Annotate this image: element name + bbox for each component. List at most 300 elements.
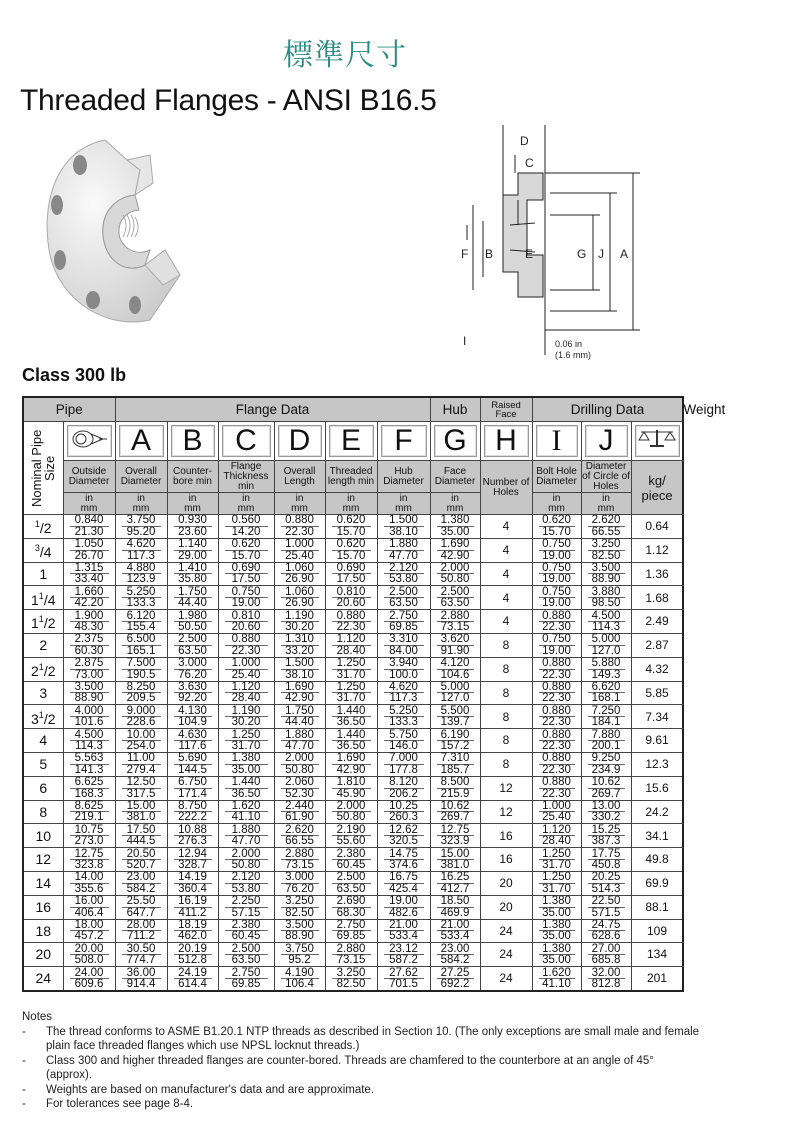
value-cell-od: 1.660 42.20 <box>63 586 115 610</box>
value-cell-a: 11.00 279.4 <box>115 752 167 776</box>
table-row <box>23 657 683 681</box>
value-cell-h: 8 <box>480 633 532 657</box>
threaded-flange-illustration <box>35 135 215 335</box>
column-letter-e: E <box>329 425 374 457</box>
value-cell-e: 1.690 42.90 <box>325 752 377 776</box>
table-row <box>23 800 683 824</box>
value-cell-a: 15.00 381.0 <box>115 800 167 824</box>
value-cell-b: 0.930 23.60 <box>167 515 218 539</box>
value-cell-weight: 5.85 <box>631 681 683 705</box>
value-cell-f: 14.75 374.6 <box>377 848 430 872</box>
unit-cell: in mm <box>274 493 325 515</box>
value-cell-c: 2.380 60.45 <box>218 919 274 943</box>
value-cell-h: 12 <box>480 800 532 824</box>
value-cell-c: 1.620 41.10 <box>218 800 274 824</box>
value-cell-weight: 9.61 <box>631 729 683 753</box>
value-cell-h: 4 <box>480 538 532 562</box>
value-cell-a: 5.250 133.3 <box>115 586 167 610</box>
value-cell-g: 12.75 323.9 <box>430 824 480 848</box>
value-cell-h: 20 <box>480 871 532 895</box>
value-cell-a: 4.880 123.9 <box>115 562 167 586</box>
desc-bolt-hole-diameter: Bolt Hole Diameter <box>532 461 581 493</box>
notes-heading: Notes <box>22 1011 53 1023</box>
value-cell-i: 1.250 31.70 <box>532 871 581 895</box>
value-cell-b: 8.750 222.2 <box>167 800 218 824</box>
pipe-size-cell: 14 <box>23 871 63 895</box>
value-cell-i: 0.880 22.30 <box>532 729 581 753</box>
value-cell-b: 2.500 63.50 <box>167 633 218 657</box>
value-cell-e: 1.810 45.90 <box>325 776 377 800</box>
value-cell-c: 0.880 22.30 <box>218 633 274 657</box>
value-cell-g: 3.620 91.90 <box>430 633 480 657</box>
dim-label-b: B <box>485 247 494 261</box>
value-cell-e: 0.810 20.60 <box>325 586 377 610</box>
pipe-size-cell: 2 <box>23 633 63 657</box>
column-letter-g: G <box>434 425 477 457</box>
table-row <box>23 705 683 729</box>
value-cell-weight: 0.64 <box>631 515 683 539</box>
column-letter-b: B <box>171 425 215 457</box>
value-cell-c: 0.810 20.60 <box>218 610 274 634</box>
dim-label-i: I <box>463 334 467 348</box>
value-cell-j: 17.75 450.8 <box>581 848 631 872</box>
value-cell-d: 1.060 26.90 <box>274 562 325 586</box>
value-cell-j: 2.620 66.55 <box>581 515 631 539</box>
value-cell-h: 4 <box>480 562 532 586</box>
value-cell-c: 1.120 28.40 <box>218 681 274 705</box>
value-cell-c: 2.750 69.85 <box>218 967 274 991</box>
value-cell-d: 2.620 66.55 <box>274 824 325 848</box>
pipe-size-cell: $2^1/2$ <box>23 657 63 681</box>
value-cell-a: 4.620 117.3 <box>115 538 167 562</box>
table-row <box>23 824 683 848</box>
value-cell-e: 1.120 28.40 <box>325 633 377 657</box>
value-cell-b: 1.750 44.40 <box>167 586 218 610</box>
note-item: - The thread conforms to ASME B1.20.1 NTP threads as described in Section 10. (The only exceptions are small male and female plain face threaded flanges which use NPSL locknut threads.) <box>22 1025 700 1052</box>
pipe-size-cell: 10 <box>23 824 63 848</box>
value-cell-g: 16.25 412.7 <box>430 871 480 895</box>
value-cell-od: 24.00 609.6 <box>63 967 115 991</box>
scale-icon <box>635 425 680 457</box>
desc-threaded-length: Threaded length min <box>325 461 377 493</box>
dim-label-a: A <box>620 247 629 261</box>
page-title: Threaded Flanges - ANSI B16.5 <box>20 84 437 117</box>
value-cell-d: 4.190 106.4 <box>274 967 325 991</box>
pipe-size-cell: 18 <box>23 919 63 943</box>
pipe-size-cell: 1 <box>23 562 63 586</box>
value-cell-a: 25.50 647.7 <box>115 895 167 919</box>
pipe-size-cell: 3 <box>23 681 63 705</box>
value-cell-d: 1.000 25.40 <box>274 538 325 562</box>
value-cell-e: 2.500 63.50 <box>325 871 377 895</box>
value-cell-e: 1.440 36.50 <box>325 729 377 753</box>
value-cell-d: 1.310 33.20 <box>274 633 325 657</box>
table-row <box>23 967 683 991</box>
value-cell-weight: 69.9 <box>631 871 683 895</box>
value-cell-b: 14.19 360.4 <box>167 871 218 895</box>
table-row <box>23 919 683 943</box>
pipe-size-cell: $^3$/4 <box>23 538 63 562</box>
value-cell-od: 4.000 101.6 <box>63 705 115 729</box>
value-cell-j: 20.25 514.3 <box>581 871 631 895</box>
group-hub: Hub <box>430 397 480 422</box>
value-cell-d: 2.000 50.80 <box>274 752 325 776</box>
table-row <box>23 943 683 967</box>
table-row <box>23 681 683 705</box>
value-cell-d: 1.500 38.10 <box>274 657 325 681</box>
value-cell-h: 24 <box>480 919 532 943</box>
value-cell-d: 3.500 88.90 <box>274 919 325 943</box>
value-cell-j: 7.880 200.1 <box>581 729 631 753</box>
value-cell-f: 21.00 533.4 <box>377 919 430 943</box>
value-cell-c: 1.250 31.70 <box>218 729 274 753</box>
table-row <box>23 848 683 872</box>
value-cell-f: 2.120 53.80 <box>377 562 430 586</box>
unit-cell: in mm <box>167 493 218 515</box>
value-cell-weight: 134 <box>631 943 683 967</box>
value-cell-f: 1.500 38.10 <box>377 515 430 539</box>
value-cell-j: 15.25 387.3 <box>581 824 631 848</box>
value-cell-i: 0.880 22.30 <box>532 610 581 634</box>
desc-overall-length: Overall Length <box>274 461 325 493</box>
nominal-pipe-size-header: Nominal Pipe Size <box>23 422 63 515</box>
value-cell-g: 18.50 469.9 <box>430 895 480 919</box>
value-cell-h: 4 <box>480 515 532 539</box>
value-cell-c: 2.000 50.80 <box>218 848 274 872</box>
value-cell-i: 1.380 35.00 <box>532 895 581 919</box>
value-cell-od: 2.375 60.30 <box>63 633 115 657</box>
value-cell-d: 1.690 42.90 <box>274 681 325 705</box>
class-label: Class 300 lb <box>22 365 127 385</box>
value-cell-c: 0.750 19.00 <box>218 586 274 610</box>
value-cell-d: 1.750 44.40 <box>274 705 325 729</box>
value-cell-j: 3.500 88.90 <box>581 562 631 586</box>
value-cell-od: 14.00 355.6 <box>63 871 115 895</box>
group-raised-face: Raised Face <box>480 397 532 422</box>
value-cell-b: 4.630 117.6 <box>167 729 218 753</box>
value-cell-i: 1.250 31.70 <box>532 848 581 872</box>
value-cell-e: 2.750 69.85 <box>325 919 377 943</box>
value-cell-f: 3.310 84.00 <box>377 633 430 657</box>
value-cell-i: 1.380 35.00 <box>532 919 581 943</box>
value-cell-j: 6.620 168.1 <box>581 681 631 705</box>
value-cell-od: 18.00 457.2 <box>63 919 115 943</box>
value-cell-f: 7.000 177.8 <box>377 752 430 776</box>
value-cell-a: 20.50 520.7 <box>115 848 167 872</box>
value-cell-e: 0.880 22.30 <box>325 610 377 634</box>
unit-cell: in mm <box>377 493 430 515</box>
value-cell-h: 8 <box>480 681 532 705</box>
desc-hub-diameter: Hub Diameter <box>377 461 430 493</box>
value-cell-j: 3.250 82.50 <box>581 538 631 562</box>
value-cell-c: 0.620 15.70 <box>218 538 274 562</box>
value-cell-d: 2.060 52.30 <box>274 776 325 800</box>
pipe-size-cell: 20 <box>23 943 63 967</box>
value-cell-g: 4.120 104.6 <box>430 657 480 681</box>
notes-section <box>22 1010 702 1112</box>
value-cell-a: 6.500 165.1 <box>115 633 167 657</box>
value-cell-h: 4 <box>480 586 532 610</box>
value-cell-j: 9.250 234.9 <box>581 752 631 776</box>
value-cell-e: 2.380 60.45 <box>325 848 377 872</box>
group-drilling-data: Drilling Data <box>532 397 683 422</box>
value-cell-c: 1.190 30.20 <box>218 705 274 729</box>
value-cell-od: 20.00 508.0 <box>63 943 115 967</box>
value-cell-weight: 1.12 <box>631 538 683 562</box>
value-cell-a: 7.500 190.5 <box>115 657 167 681</box>
value-cell-b: 24.19 614.4 <box>167 967 218 991</box>
value-cell-od: 16.00 406.4 <box>63 895 115 919</box>
value-cell-f: 1.880 47.70 <box>377 538 430 562</box>
value-cell-weight: 7.34 <box>631 705 683 729</box>
pipe-size-cell: 24 <box>23 967 63 991</box>
value-cell-d: 3.750 95.2 <box>274 943 325 967</box>
desc-flange-thickness: Flange Thickness min <box>218 461 274 493</box>
value-cell-h: 8 <box>480 705 532 729</box>
value-cell-b: 18.19 462.0 <box>167 919 218 943</box>
unit-cell: in mm <box>63 493 115 515</box>
value-cell-j: 13.00 330.2 <box>581 800 631 824</box>
value-cell-weight: 109 <box>631 919 683 943</box>
value-cell-weight: 49.8 <box>631 848 683 872</box>
value-cell-i: 1.000 25.40 <box>532 800 581 824</box>
value-cell-j: 32.00 812.8 <box>581 967 631 991</box>
value-cell-f: 5.250 133.3 <box>377 705 430 729</box>
value-cell-od: 1.050 26.70 <box>63 538 115 562</box>
gap-note-in: 0.06 in <box>555 339 583 349</box>
table-row <box>23 633 683 657</box>
pipe-size-cell: $3^1/2$ <box>23 705 63 729</box>
value-cell-weight: 2.87 <box>631 633 683 657</box>
value-cell-c: 0.690 17.50 <box>218 562 274 586</box>
dim-label-g: G <box>577 247 587 261</box>
table-row <box>23 538 683 562</box>
value-cell-d: 2.440 61.90 <box>274 800 325 824</box>
value-cell-b: 4.130 104.9 <box>167 705 218 729</box>
chinese-title: 標準尺寸 <box>283 38 407 73</box>
value-cell-b: 1.410 35.80 <box>167 562 218 586</box>
value-cell-od: 1.315 33.40 <box>63 562 115 586</box>
column-letter-d: D <box>278 425 322 457</box>
value-cell-g: 2.500 63.50 <box>430 586 480 610</box>
value-cell-h: 12 <box>480 776 532 800</box>
column-letter-h: H <box>484 425 529 457</box>
desc-overall-diameter: Overall Diameter <box>115 461 167 493</box>
value-cell-weight: 201 <box>631 967 683 991</box>
value-cell-f: 4.620 117.3 <box>377 681 430 705</box>
dim-label-c: C <box>525 156 534 170</box>
value-cell-od: 6.625 168.3 <box>63 776 115 800</box>
value-cell-e: 1.250 31.70 <box>325 681 377 705</box>
value-cell-d: 2.880 73.15 <box>274 848 325 872</box>
column-letter-j: J <box>585 425 628 457</box>
unit-cell: in mm <box>218 493 274 515</box>
column-letter-a: A <box>119 425 164 457</box>
desc-counterbore: Counter-bore min <box>167 461 218 493</box>
value-cell-j: 4.500 114.3 <box>581 610 631 634</box>
note-item: - Weights are based on manufacturer's data and are approximate. <box>22 1083 375 1096</box>
value-cell-b: 10.88 276.3 <box>167 824 218 848</box>
table-row <box>23 610 683 634</box>
value-cell-b: 1.140 29.00 <box>167 538 218 562</box>
value-cell-c: 1.380 35.00 <box>218 752 274 776</box>
value-cell-b: 3.630 92.20 <box>167 681 218 705</box>
pipe-icon <box>67 425 112 457</box>
value-cell-f: 3.940 100.0 <box>377 657 430 681</box>
desc-circle-of-holes: Diameter of Circle of Holes <box>582 460 630 492</box>
value-cell-b: 3.000 76.20 <box>167 657 218 681</box>
value-cell-i: 0.750 19.00 <box>532 633 581 657</box>
value-cell-e: 2.880 73.15 <box>325 943 377 967</box>
value-cell-g: 6.190 157.2 <box>430 729 480 753</box>
value-cell-od: 3.500 88.90 <box>63 681 115 705</box>
value-cell-od: 2.875 73.00 <box>63 657 115 681</box>
value-cell-i: 1.620 41.10 <box>532 967 581 991</box>
flange-spec-table: Pipe Flange Data Hub Raised Face Drilling Data Weight Nominal Pipe Size A B C D E F G H I J Outside Diameter Overall Diameter Counter-bore min Flange Thickness min Overall Length Threaded length min Hub Diameter Face Diameter Number of Holes Bolt Hole Diameter Diameter of Circle of Holes kg/ piece in mm in mm in mm in mm in mm in mm in mm in mm in mm in mm $^1$/2 0.840 21.30 3.750 95.20 0.930 23.60 0.560 14.20 0.880 22.30 0.620 15.70 1.500 38.10 1.380 35.00 4 0.620 15.70 2.620 66.55 0.64 $^3$/4 1.050 26.70 4.620 117.3 1.140 29.00 0.620 15.70 1.000 25.40 0.620 15.70 1.880 47.70 1.690 42.90 4 0.750 19.00 3.250 82.50 1.12 1 1.315 33.40 4.880 123.9 1.410 35.80 0.690 17.50 1.060 26.90 0.690 17.50 2.120 53.80 2.000 50.80 4 0.750 19.00 3.500 88.90 1.36 $1^1/4$ 1.660 42.20 5.250 133.3 1.750 44.40 0.750 19.00 1.060 26.90 0.810 20.60 2.500 63.50 2.500 63.50 4 0.750 19.00 3.880 98.50 1.68 $1^1/2$ 1.900 48.30 6.120 155.4 1.980 50.50 0.810 20.60 1.190 30.20 0.880 22.30 2.750 69.85 2.880 73.15 4 0.880 22.30 4.500 114.3 2.49 2 2.375 60.30 6.500 165.1 2.500 63.50 0.880 22.30 1.310 33.20 1.120 28.40 3.310 84.00 3.620 91.90 8 0.750 19.00 5.000 127.0 2.87 $2^1/2$ 2.875 73.00 7.500 190.5 3.000 76.20 1.000 25.40 1.500 38.10 1.250 31.70 3.940 100.0 4.120 104.6 8 0.880 22.30 5.880 149.3 4.32 3 3.500 88.90 8.250 209.5 3.630 92.20 1.120 28.40 1.690 42.90 1.250 31.70 4.620 117.3 5.000 127.0 8 0.880 22.30 6.620 168.1 5.85 $3^1/2$ 4.000 101.6 9.000 228.6 4.130 104.9 1.190 30.20 1.750 44.40 1.440 36.50 5.250 133.3 5.500 139.7 8 0.880 22.30 7.250 184.1 7.34 4 4.500 114.3 10.00 254.0 4.630 117.6 1.250 31.70 1.880 47.70 1.440 36.50 5.750 146.0 6.190 157.2 8 0.880 22.30 7.880 200.1 9.61 5 5.563 141.3 11.00 279.4 5.690 144.5 1.380 35.00 2.000 50.80 1.690 42.90 7.000 177.8 7.310 185.7 8 0.880 22.30 9.250 234.9 12.3 6 6.625 168.3 12.50 317.5 6.750 171.4 1.440 36.50 2.060 52.30 1.810 45.90 8.120 206.2 8.500 215.9 12 0.880 22.30 10.62 269.7 15.6 8 8.625 219.1 15.00 381.0 8.750 222.2 1.620 41.10 2.440 61.90 2.000 50.80 10.25 260.3 10.62 269.7 12 1.000 25.40 13.00 330.2 24.2 10 10.75 273.0 17.50 444.5 10.88 276.3 1.880 47.70 2.620 66.55 2.190 55.60 12.62 320.5 12.75 323.9 16 1.120 28.40 15.25 387.3 34.1 12 12.75 323.8 20.50 520.7 12.94 328.7 2.000 50.80 2.880 73.15 2.380 60.45 14.75 374.6 15.00 381.0 16 1.250 31.70 17.75 450.8 49.8 14 14.00 355.6 23.00 584.2 14.19 360.4 2.120 53.80 3.000 76.20 2.500 63.50 16.75 425.4 16.25 412.7 20 1.250 31.70 20.25 514.3 69.9 16 16.00 406.4 25.50 647.7 16.19 411.2 2.250 57.15 3.250 82.50 2.690 68.30 19.00 482.6 18.50 469.9 20 1.380 35.00 22.50 571.5 88.1 18 18.00 457.2 28.00 711.2 18.19 462.0 2.380 60.45 3.500 88.90 2.750 69.85 21.00 533.4 21.00 533.4 24 1.380 35.00 24.75 628.6 109 20 20.00 508.0 30.50 774.7 20.19 512.8 2.500 63.50 3.750 95.2 2.880 73.15 23.12 587.2 23.00 584.2 24 1.380 35.00 27.00 685.8 134 24 24.00 609.6 36.00 914.4 24.19 614.4 2.750 69.85 4.190 106.4 3.250 82.50 27.62 701.5 27.25 692.2 24 1.620 41.10 32.00 812.8 201 <box>22 396 684 992</box>
value-cell-e: 1.250 31.70 <box>325 657 377 681</box>
value-cell-d: 3.000 76.20 <box>274 871 325 895</box>
unit-cell: in mm <box>325 493 377 515</box>
unit-cell: in mm <box>115 493 167 515</box>
dim-label-e: E <box>525 247 534 261</box>
value-cell-f: 16.75 425.4 <box>377 871 430 895</box>
value-cell-h: 20 <box>480 895 532 919</box>
value-cell-h: 24 <box>480 943 532 967</box>
note-item: - Class 300 and higher threaded flanges are counter-bored. Threads are chamfered to the counterbore at an angle of 45° (approx). <box>22 1054 654 1081</box>
value-cell-a: 10.00 254.0 <box>115 729 167 753</box>
column-letter-i: I <box>536 425 578 457</box>
value-cell-od: 1.900 48.30 <box>63 610 115 634</box>
value-cell-h: 8 <box>480 657 532 681</box>
value-cell-weight: 2.49 <box>631 610 683 634</box>
value-cell-g: 23.00 584.2 <box>430 943 480 967</box>
value-cell-e: 0.620 15.70 <box>325 515 377 539</box>
value-cell-f: 10.25 260.3 <box>377 800 430 824</box>
value-cell-a: 9.000 228.6 <box>115 705 167 729</box>
table-row <box>23 895 683 919</box>
value-cell-weight: 1.68 <box>631 586 683 610</box>
value-cell-j: 3.880 98.50 <box>581 586 631 610</box>
value-cell-c: 2.500 63.50 <box>218 943 274 967</box>
desc-face-diameter: Face Diameter <box>430 461 480 493</box>
unit-cell: in mm <box>430 493 480 515</box>
value-cell-i: 0.880 22.30 <box>532 776 581 800</box>
value-cell-e: 3.250 82.50 <box>325 967 377 991</box>
table-row <box>23 871 683 895</box>
value-cell-g: 2.880 73.15 <box>430 610 480 634</box>
value-cell-h: 24 <box>480 967 532 991</box>
value-cell-a: 12.50 317.5 <box>115 776 167 800</box>
pipe-size-cell: 12 <box>23 848 63 872</box>
value-cell-b: 16.19 411.2 <box>167 895 218 919</box>
pipe-size-cell: 4 <box>23 729 63 753</box>
value-cell-g: 10.62 269.7 <box>430 800 480 824</box>
value-cell-f: 2.750 69.85 <box>377 610 430 634</box>
value-cell-od: 4.500 114.3 <box>63 729 115 753</box>
value-cell-e: 2.690 68.30 <box>325 895 377 919</box>
value-cell-g: 5.000 127.0 <box>430 681 480 705</box>
pipe-size-cell: 6 <box>23 776 63 800</box>
value-cell-g: 1.690 42.90 <box>430 538 480 562</box>
value-cell-i: 0.880 22.30 <box>532 681 581 705</box>
value-cell-j: 27.00 685.8 <box>581 943 631 967</box>
value-cell-i: 1.120 28.40 <box>532 824 581 848</box>
value-cell-g: 1.380 35.00 <box>430 515 480 539</box>
pipe-size-cell: 5 <box>23 752 63 776</box>
value-cell-od: 10.75 273.0 <box>63 824 115 848</box>
pipe-icon-cell <box>63 422 115 461</box>
value-cell-f: 27.62 701.5 <box>377 967 430 991</box>
value-cell-weight: 15.6 <box>631 776 683 800</box>
value-cell-i: 0.880 22.30 <box>532 705 581 729</box>
pipe-size-cell: 16 <box>23 895 63 919</box>
value-cell-j: 10.62 269.7 <box>581 776 631 800</box>
value-cell-d: 0.880 22.30 <box>274 515 325 539</box>
value-cell-c: 2.250 57.15 <box>218 895 274 919</box>
value-cell-f: 19.00 482.6 <box>377 895 430 919</box>
table-row <box>23 562 683 586</box>
value-cell-c: 0.560 14.20 <box>218 515 274 539</box>
value-cell-h: 4 <box>480 610 532 634</box>
value-cell-a: 3.750 95.20 <box>115 515 167 539</box>
value-cell-g: 21.00 533.4 <box>430 919 480 943</box>
value-cell-j: 24.75 628.6 <box>581 919 631 943</box>
pipe-size-cell: $1^1/4$ <box>23 586 63 610</box>
pipe-size-cell: $1^1/2$ <box>23 610 63 634</box>
value-cell-b: 6.750 171.4 <box>167 776 218 800</box>
table-row <box>23 515 683 539</box>
value-cell-i: 0.880 22.30 <box>532 752 581 776</box>
dim-label-j: J <box>598 247 604 261</box>
table-row <box>23 776 683 800</box>
value-cell-f: 2.500 63.50 <box>377 586 430 610</box>
value-cell-b: 5.690 144.5 <box>167 752 218 776</box>
value-cell-od: 5.563 141.3 <box>63 752 115 776</box>
value-cell-a: 6.120 155.4 <box>115 610 167 634</box>
value-cell-e: 1.440 36.50 <box>325 705 377 729</box>
value-cell-h: 16 <box>480 848 532 872</box>
value-cell-weight: 88.1 <box>631 895 683 919</box>
gap-note-mm: (1.6 mm) <box>555 350 591 360</box>
value-cell-weight: 34.1 <box>631 824 683 848</box>
dim-label-f: F <box>461 247 469 261</box>
value-cell-od: 0.840 21.30 <box>63 515 115 539</box>
column-letter-c: C <box>222 425 271 457</box>
value-cell-weight: 4.32 <box>631 657 683 681</box>
value-cell-g: 5.500 139.7 <box>430 705 480 729</box>
group-flange-data: Flange Data <box>115 397 430 422</box>
value-cell-od: 12.75 323.8 <box>63 848 115 872</box>
value-cell-weight: 24.2 <box>631 800 683 824</box>
value-cell-g: 7.310 185.7 <box>430 752 480 776</box>
value-cell-h: 8 <box>480 729 532 753</box>
value-cell-b: 20.19 512.8 <box>167 943 218 967</box>
table-row <box>23 586 683 610</box>
value-cell-j: 7.250 184.1 <box>581 705 631 729</box>
group-pipe: Pipe <box>23 397 115 422</box>
value-cell-d: 3.250 82.50 <box>274 895 325 919</box>
value-cell-e: 0.620 15.70 <box>325 538 377 562</box>
value-cell-i: 0.750 19.00 <box>532 562 581 586</box>
value-cell-weight: 12.3 <box>631 752 683 776</box>
value-cell-c: 1.440 36.50 <box>218 776 274 800</box>
unit-cell: in mm <box>581 493 631 515</box>
table-row <box>23 729 683 753</box>
value-cell-f: 12.62 320.5 <box>377 824 430 848</box>
value-cell-f: 23.12 587.2 <box>377 943 430 967</box>
value-cell-f: 8.120 206.2 <box>377 776 430 800</box>
value-cell-j: 5.000 127.0 <box>581 633 631 657</box>
